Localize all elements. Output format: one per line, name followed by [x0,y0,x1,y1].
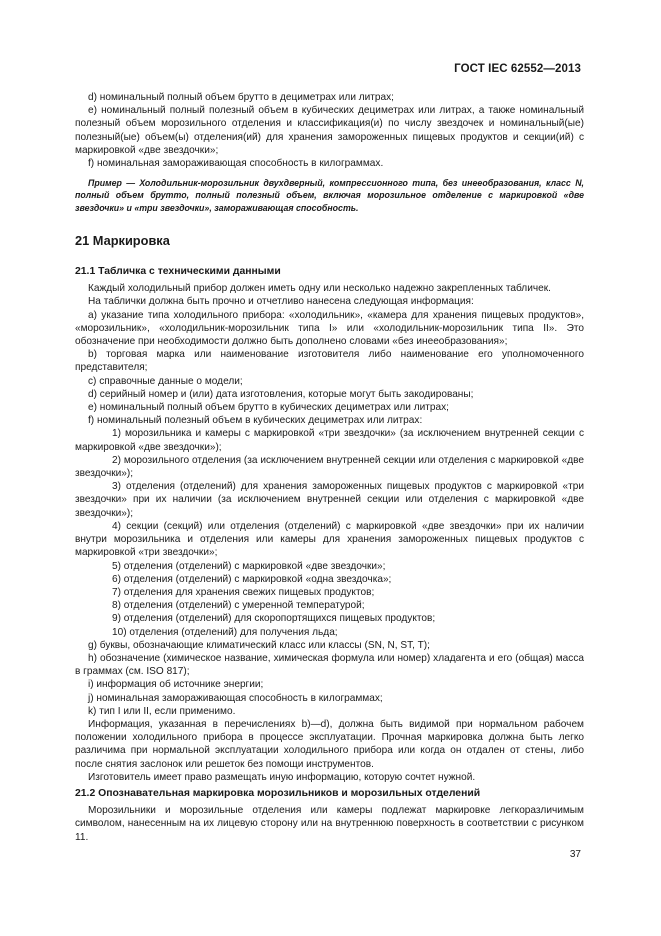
list-item: a) указание типа холодильного прибора: «холодильник», «камера для хранения пищевых продуктов», «морозильник», «холодильник-морозильник типа I» или «холодильник-морозильник типа II». Это обозначение при необходимости должно быть дополнено словами «без инееобразования»; [75,309,584,348]
sub-list-item: 8) отделения (отделений) с умеренной температурой; [112,600,365,612]
list-item: g) буквы, обозначающие климатический класс или классы (SN, N, ST, T); [88,639,430,651]
example-note: Пример — Холодильник-морозильник двухдверный, компрессионного типа, без инееобразования, класс N, полный объем брутто, полный полезный объем, включая морозильное отделение с маркировкой «две звездочки» и «три звездочки», замораживающая способность. [75,178,584,213]
sub-list-item: 2) морозильного отделения (за исключением внутренней секции или отделения с маркировкой «две звездочки»); [75,454,584,480]
document-header: ГОСТ IEC 62552—2013 [454,63,581,75]
section-heading: 21 Маркировка [75,232,170,248]
list-item: d) номинальный полный объем брутто в дециметрах или литрах; [88,92,394,103]
page-body [75,91,584,844]
sub-list-item: 7) отделения для хранения свежих пищевых продуктов; [112,586,375,598]
paragraph: Изготовитель имеет право размещать иную информацию, которую сочтет нужной. [88,771,476,783]
list-item: e) номинальный полный объем брутто в кубических дециметрах или литрах; [88,402,449,414]
list-item: k) тип I или II, если применимо. [88,705,236,717]
sub-list-item: 5) отделения (отделений) с маркировкой «две звездочки»; [112,560,386,572]
paragraph: На таблички должна быть прочно и отчетливо нанесена следующая информация: [88,296,474,308]
list-item: d) серийный номер и (или) дата изготовления, которые могут быть закодированы; [88,388,474,400]
paragraph: Информация, указанная в перечислениях b)—d), должна быть видимой при нормальном рабочем положении холодильного прибора в процессе эксплуатации. Прочная маркировка должна быть легко различима при нормальной эксплуатации холодильного прибора или когда он отдален от стены, либо после снятия заслонок или решеток без помощи инструментов. [75,718,584,770]
subsection-heading: 21.1 Табличка с техническими данными [75,266,281,278]
list-item: e) номинальный полный полезный объем в кубических дециметрах или литрах, а также номинальный полезный объем морозильного отделения и классификация(и) по числу звездочек и номинальный(ые) полезный(ые) объем(ы) отделения(ий) для хранения замороженных пищевых продуктов и секции(ий) с маркировкой «две звездочки»; [75,105,584,156]
paragraph: Каждый холодильный прибор должен иметь одну или несколько надежно закрепленных табличек. [88,283,551,295]
list-item: c) справочные данные о модели; [88,375,243,387]
list-item: b) торговая марка или наименование изготовителя либо наименование его уполномоченного представителя; [75,349,584,374]
sub-list-item: 6) отделения (отделений) с маркировкой «одна звездочка»; [112,573,392,585]
list-item: f) номинальная замораживающая способность в килограммах. [88,158,384,170]
sub-list-item: 3) отделения (отделений) для хранения замороженных пищевых продуктов с маркировкой «три звездочки» при их наличии (за исключением внутренней секции или отделения с маркировкой «две звездочки»); [75,481,584,519]
paragraph: Морозильники и морозильные отделения или камеры подлежат маркировке легкоразличимым символом, нанесенным на их лицевую сторону или на внутреннюю поверхность в соответствии с рисунком 11. [75,805,584,843]
sub-list-item: 4) секции (секций) или отделения (отделений) с маркировкой «две звездочки» при их наличии внутри морозильника и отделения или камеры для хранения замороженных пищевых продуктов с маркировкой «три звездочки»; [75,520,584,559]
list-item: j) номинальная замораживающая способность в килограммах; [88,692,383,704]
list-item: f) номинальный полезный объем в кубических дециметрах или литрах: [88,415,423,427]
sub-list-item: 10) отделения (отделений) для получения льда; [112,626,338,638]
page-number: 37 [569,849,581,860]
list-item: h) обозначение (химическое название, химическая формула или номер) хладагента и его (общая) масса в граммах (см. ISO 817); [75,652,584,678]
sub-list-item: 1) морозильника и камеры с маркировкой «три звездочки» (за исключением внутренней секции с маркировкой «две звездочки»); [75,428,584,453]
subsection-heading: 21.2 Опознавательная маркировка морозильников и морозильных отделений [75,787,481,799]
list-item: i) информация об источнике энергии; [88,679,264,691]
sub-list-item: 9) отделения (отделений) для скоропортящихся пищевых продуктов; [112,613,436,625]
